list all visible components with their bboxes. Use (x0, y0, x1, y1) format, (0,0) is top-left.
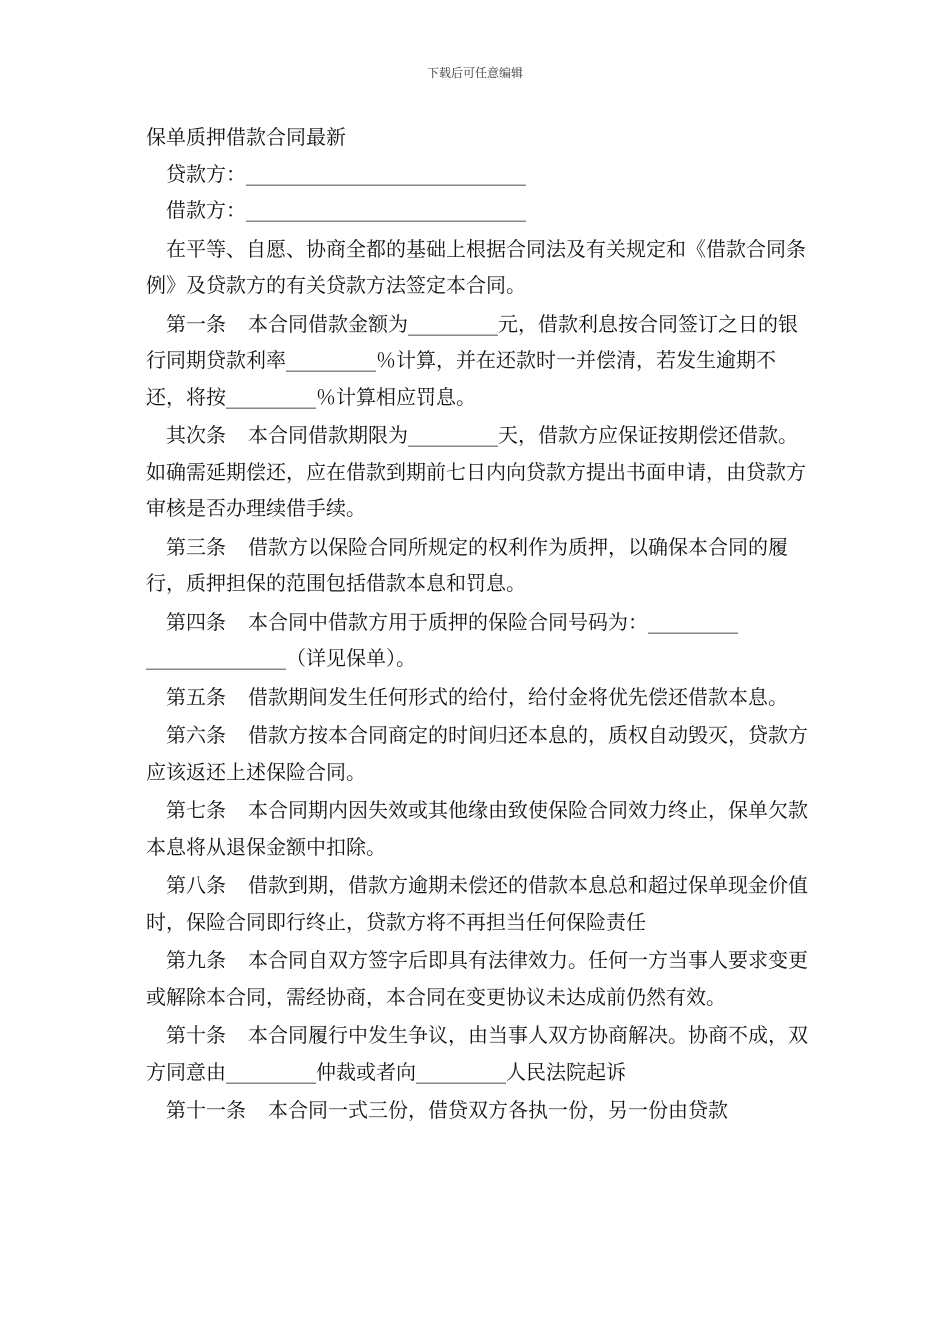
article-6 (146, 717, 810, 790)
article-text: 本合同借款金额为_________元，借款利息按合同签订之日的银行同期贷款利率_________％计算，并在还款时一并偿清，若发生逾期不还，将按_________％计算相应罚息。 (146, 311, 798, 409)
article-label: 第十一条 (166, 1098, 246, 1122)
borrower-line: 借款方：____________________________ (166, 198, 526, 222)
preamble: 在平等、自愿、协商全都的基础上根据合同法及有关规定和《借款合同条例》及贷款方的有关贷款方法签定本合同。 (146, 236, 806, 297)
article-text: 本合同中借款方用于质押的保险合同号码为：_________ ______________（详见保单）。 (146, 609, 738, 670)
page-header-note: 下载后可任意编辑 (426, 66, 523, 80)
article-label: 第四条 (166, 609, 226, 634)
article-2 (146, 417, 810, 527)
article-label: 第三条 (166, 534, 226, 559)
article-text: 借款到期，借款方逾期未偿还的借款本息总和超过保单现金价值时，保险合同即行终止，贷款方将不再担当任何保险责任 (146, 873, 808, 934)
article-text: 本合同自双方签字后即具有法律效力。任何一方当事人要求变更或解除本合同，需经协商，本合同在变更协议未达成前仍然有效。 (146, 948, 808, 1009)
article-text: 本合同借款期限为_________天，借款方应保证按期偿还借款。如确需延期偿还，应在借款到期前七日内向贷款方提出书面申请，由贷款方审核是否办理续借手续。 (146, 423, 806, 520)
contract-document (146, 119, 810, 1129)
article-1 (146, 306, 810, 416)
article-label: 第一条 (166, 311, 226, 336)
article-label: 其次条 (166, 423, 226, 447)
article-10 (146, 1017, 810, 1090)
article-text: 本合同一式三份，借贷双方各执一份，另一份由贷款 (268, 1098, 728, 1122)
document-title: 保单质押借款合同最新 (146, 125, 346, 149)
article-text: 借款期间发生任何形式的给付，给付金将优先偿还借款本息。 (248, 684, 788, 709)
article-label: 第八条 (166, 873, 226, 897)
article-5 (146, 679, 810, 716)
article-label: 第五条 (166, 684, 226, 709)
article-text: 本合同期内因失效或其他缘由致使保险合同效力终止，保单欠款本息将从退保金额中扣除。 (146, 798, 808, 859)
article-9 (146, 942, 810, 1015)
article-4 (146, 604, 810, 677)
article-text: 本合同履行中发生争议，由当事人双方协商解决。协商不成，双方同意由_________仲裁或者向_________人民法院起诉 (146, 1023, 808, 1084)
article-text: 借款方按本合同商定的时间归还本息的，质权自动毁灭，贷款方应该返还上述保险合同。 (146, 723, 808, 784)
article-label: 第十条 (166, 1023, 226, 1047)
article-3 (146, 529, 810, 602)
article-label: 第七条 (166, 798, 226, 822)
article-text: 借款方以保险合同所规定的权利作为质押，以确保本合同的履行，质押担保的范围包括借款本息和罚息。 (146, 534, 788, 595)
article-11 (146, 1092, 810, 1129)
article-8 (146, 867, 810, 940)
article-7 (146, 792, 810, 865)
lender-line: 贷款方：____________________________ (166, 161, 526, 186)
article-label: 第六条 (166, 723, 226, 747)
article-label: 第九条 (166, 948, 226, 972)
